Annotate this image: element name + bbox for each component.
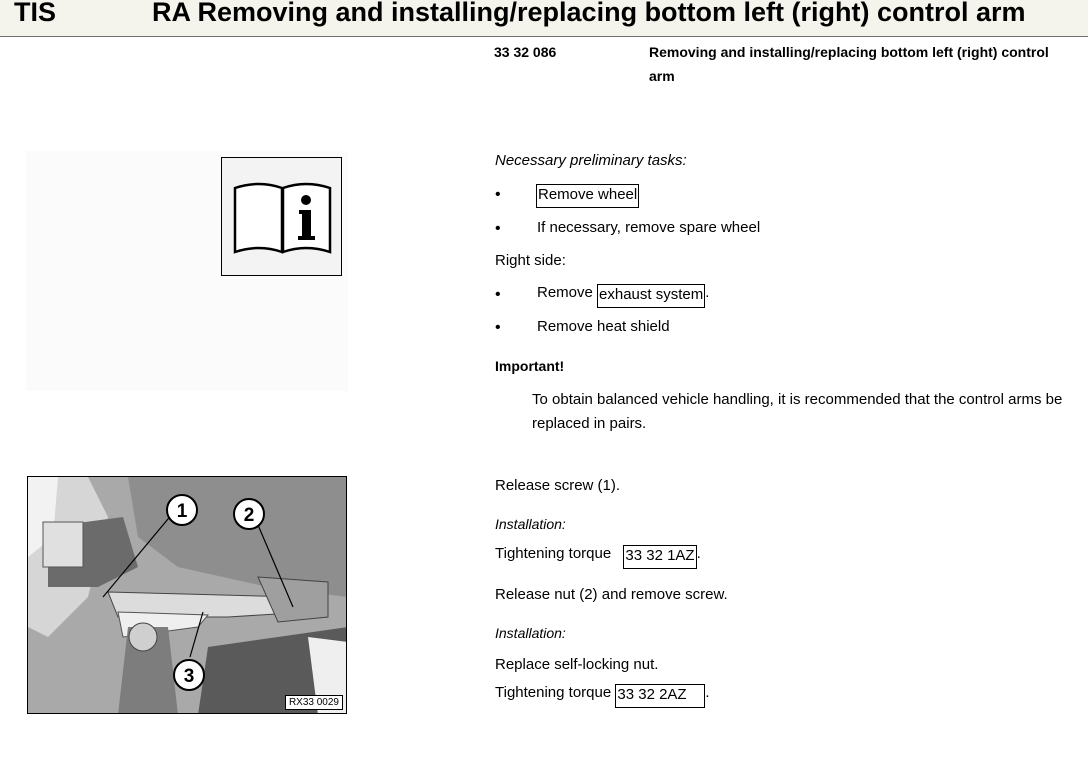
preliminary-heading: Necessary preliminary tasks: [495,152,687,169]
right-side-label: Right side: [495,252,566,269]
figure-label: RX33 0029 [285,695,343,710]
exhaust-item-suffix: . [705,284,710,301]
control-arm-figure [27,476,347,714]
doc-title: Removing and installing/replacing bottom left (right) control arm [649,44,1049,84]
doc-code: 33 32 086 [494,44,557,60]
title-bar [0,0,1088,37]
exhaust-item [537,284,709,308]
app-name: TIS [14,0,57,27]
page-title: RA Removing and installing/replacing bottom left (right) control arm [152,0,1026,27]
callout-3: 3 [183,666,195,687]
info-book-icon [221,157,342,276]
installation-label: Installation: [495,625,566,641]
torque-label: Tightening torque [495,545,612,562]
release-screw-step: Release screw (1). [495,477,621,494]
callout-1: 1 [176,501,188,522]
important-label: Important! [495,358,565,374]
release-nut-step: Release nut (2) and remove screw. [495,586,728,603]
spare-wheel-item: If necessary, remove spare wheel [537,219,761,236]
important-text: To obtain balanced vehicle handling, it is recommended that the control arms be replaced in pairs. [532,391,1063,432]
torque-line-1 [495,545,701,569]
torque-line-2 [495,684,710,708]
torque-suffix: . [696,545,701,562]
torque-label: Tightening torque [495,684,612,701]
replace-nut-step: Replace self-locking nut. [495,656,659,673]
callout-2: 2 [243,505,255,526]
bullet: • [495,286,501,303]
heat-shield-item: Remove heat shield [537,318,670,335]
remove-wheel-link[interactable]: Remove wheel [536,184,639,208]
torque-link-1az[interactable]: 33 32 1AZ [623,545,696,569]
bullet: • [495,319,501,336]
installation-label: Installation: [495,516,566,532]
torque-suffix: . [705,684,710,701]
torque-link-2az[interactable]: 33 32 2AZ [615,684,705,708]
exhaust-system-link[interactable]: exhaust system [597,284,705,308]
exhaust-item-prefix: Remove [537,284,598,301]
bullet: • [495,186,501,203]
bullet: • [495,220,501,237]
